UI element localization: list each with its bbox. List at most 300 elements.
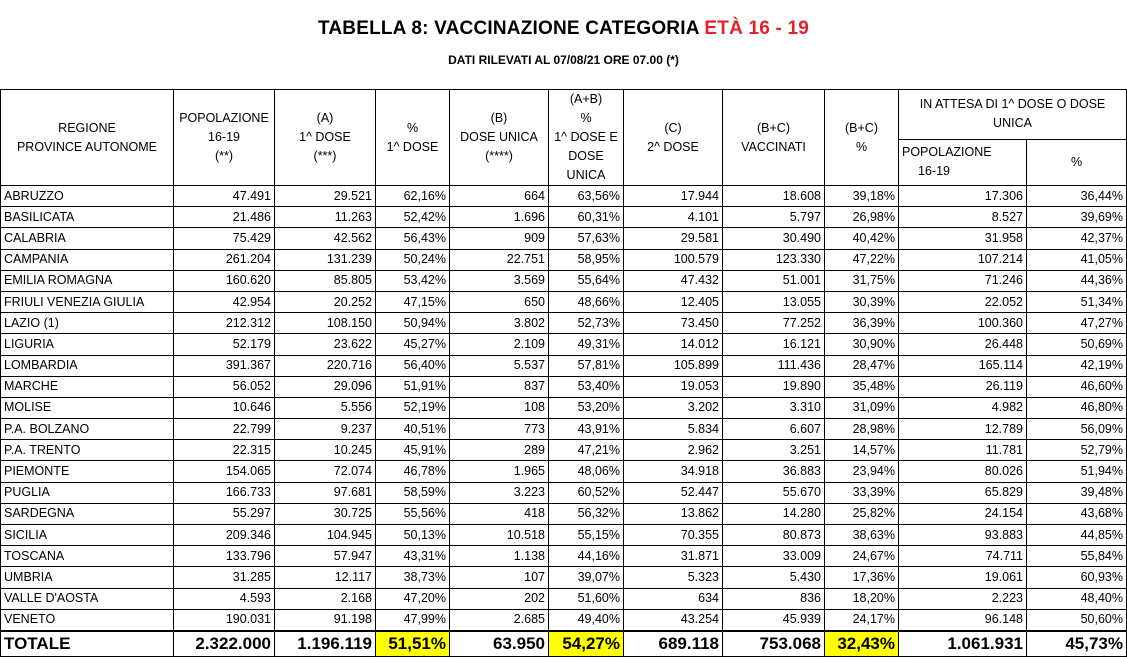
cell-vaccinati: 5.430 (723, 567, 825, 588)
cell-regione: TOSCANA (1, 546, 174, 567)
cell-pct-a-b: 39,07% (549, 567, 624, 588)
cell-pct-dose1: 38,73% (376, 567, 450, 588)
header-attesa-popolazione (899, 139, 1027, 185)
header-line: 2^ DOSE (647, 139, 699, 154)
cell-popolazione: 22.315 (174, 440, 275, 461)
header-line: (B) (490, 111, 508, 125)
table-row (1, 525, 1127, 546)
cell-popolazione: 391.367 (174, 355, 275, 376)
cell-dose2: 14.012 (624, 334, 723, 355)
cell-pct-dose1: 58,59% (376, 482, 450, 503)
table-row (1, 334, 1127, 355)
cell-regione: VENETO (1, 609, 174, 631)
title-main: TABELLA 8: VACCINAZIONE CATEGORIA (317, 18, 705, 39)
cell-dose2: 73.450 (624, 313, 723, 334)
cell-pct-a-b: 47,21% (549, 440, 624, 461)
cell-pct-dose1: 55,56% (376, 503, 450, 524)
cell-dose1: 97.681 (275, 482, 376, 503)
cell-dose2: 52.447 (624, 482, 723, 503)
cell-dose2: 31.871 (624, 546, 723, 567)
cell-pct-dose1: 62,16% (376, 186, 450, 207)
cell-dose2: 105.899 (624, 355, 723, 376)
cell-dose-unica: 22.751 (450, 249, 549, 270)
cell-dose-unica: 3.223 (450, 482, 549, 503)
total-pct-vaccinati: 32,43% (825, 631, 899, 657)
table-row (1, 207, 1127, 228)
header-dose-unica (450, 90, 549, 186)
cell-pct-vaccinati: 31,09% (825, 397, 899, 418)
cell-attesa-pct: 48,40% (1027, 588, 1127, 609)
total-attesa-popolazione: 1.061.931 (899, 631, 1027, 657)
cell-pct-a-b: 48,06% (549, 461, 624, 482)
cell-attesa-popolazione: 17.306 (899, 186, 1027, 207)
header-line: DOSE UNICA (460, 130, 538, 144)
cell-dose-unica: 2.109 (450, 334, 549, 355)
cell-dose2: 17.944 (624, 186, 723, 207)
cell-pct-a-b: 55,15% (549, 525, 624, 546)
cell-dose2: 19.053 (624, 376, 723, 397)
table-row (1, 567, 1127, 588)
cell-pct-vaccinati: 28,98% (825, 419, 899, 440)
cell-pct-vaccinati: 35,48% (825, 376, 899, 397)
cell-pct-a-b: 44,16% (549, 546, 624, 567)
cell-vaccinati: 55.670 (723, 482, 825, 503)
cell-attesa-popolazione: 4.982 (899, 397, 1027, 418)
cell-dose-unica: 1.965 (450, 461, 549, 482)
cell-vaccinati: 36.883 (723, 461, 825, 482)
table-row (1, 440, 1127, 461)
cell-pct-vaccinati: 26,98% (825, 207, 899, 228)
cell-attesa-pct: 50,69% (1027, 334, 1127, 355)
cell-dose-unica: 289 (450, 440, 549, 461)
header-line: POPOLAZIONE (179, 111, 269, 125)
cell-dose2: 70.355 (624, 525, 723, 546)
table-row (1, 249, 1127, 270)
cell-attesa-pct: 46,80% (1027, 397, 1127, 418)
cell-attesa-pct: 41,05% (1027, 249, 1127, 270)
cell-dose-unica: 1.696 (450, 207, 549, 228)
cell-vaccinati: 111.436 (723, 355, 825, 376)
cell-dose2: 13.862 (624, 503, 723, 524)
cell-popolazione: 47.491 (174, 186, 275, 207)
header-vaccinati (723, 90, 825, 186)
cell-vaccinati: 30.490 (723, 228, 825, 249)
cell-regione: PUGLIA (1, 482, 174, 503)
table-row (1, 419, 1127, 440)
cell-pct-vaccinati: 31,75% (825, 270, 899, 291)
cell-pct-vaccinati: 47,22% (825, 249, 899, 270)
cell-pct-a-b: 53,20% (549, 397, 624, 418)
total-dose1: 1.196.119 (275, 631, 376, 657)
total-regione: TOTALE (1, 631, 174, 657)
cell-attesa-pct: 43,68% (1027, 503, 1127, 524)
title-highlight: ETÀ 16 - 19 (704, 18, 810, 39)
cell-pct-a-b: 55,64% (549, 270, 624, 291)
table-row (1, 588, 1127, 609)
cell-pct-dose1: 56,43% (376, 228, 450, 249)
header-dose2 (624, 90, 723, 186)
cell-pct-vaccinati: 40,42% (825, 228, 899, 249)
cell-attesa-pct: 50,60% (1027, 609, 1127, 631)
cell-dose-unica: 664 (450, 186, 549, 207)
cell-popolazione: 190.031 (174, 609, 275, 631)
header-line: POPOLAZIONE (902, 145, 992, 160)
cell-dose1: 9.237 (275, 419, 376, 440)
table-row (1, 461, 1127, 482)
cell-vaccinati: 3.251 (723, 440, 825, 461)
cell-attesa-pct: 36,44% (1027, 186, 1127, 207)
cell-pct-a-b: 49,40% (549, 609, 624, 631)
cell-attesa-pct: 42,19% (1027, 355, 1127, 376)
cell-dose-unica: 5.537 (450, 355, 549, 376)
cell-pct-vaccinati: 33,39% (825, 482, 899, 503)
cell-dose1: 11.263 (275, 207, 376, 228)
page-subtitle: DATI RILEVATI AL 07/08/21 ORE 07.00 (*) (448, 53, 679, 67)
cell-regione: P.A. TRENTO (1, 440, 174, 461)
cell-pct-dose1: 47,15% (376, 291, 450, 312)
cell-popolazione: 154.065 (174, 461, 275, 482)
cell-vaccinati: 51.001 (723, 270, 825, 291)
header-attesa-pct: % (1027, 139, 1127, 185)
cell-popolazione: 56.052 (174, 376, 275, 397)
cell-regione: PIEMONTE (1, 461, 174, 482)
cell-vaccinati: 80.873 (723, 525, 825, 546)
cell-pct-a-b: 57,81% (549, 355, 624, 376)
cell-attesa-pct: 51,94% (1027, 461, 1127, 482)
table-row (1, 609, 1127, 631)
cell-attesa-popolazione: 165.114 (899, 355, 1027, 376)
table-row (1, 397, 1127, 418)
cell-vaccinati: 33.009 (723, 546, 825, 567)
header-line: (B+C) (757, 120, 790, 135)
cell-attesa-pct: 46,60% (1027, 376, 1127, 397)
cell-pct-dose1: 51,91% (376, 376, 450, 397)
cell-regione: BASILICATA (1, 207, 174, 228)
cell-attesa-popolazione: 74.711 (899, 546, 1027, 567)
cell-dose2: 4.101 (624, 207, 723, 228)
cell-dose1: 5.556 (275, 397, 376, 418)
cell-attesa-pct: 39,69% (1027, 207, 1127, 228)
cell-pct-a-b: 51,60% (549, 588, 624, 609)
cell-dose2: 634 (624, 588, 723, 609)
cell-attesa-popolazione: 31.958 (899, 228, 1027, 249)
cell-pct-vaccinati: 30,39% (825, 291, 899, 312)
cell-dose-unica: 3.802 (450, 313, 549, 334)
cell-vaccinati: 45.939 (723, 609, 825, 631)
cell-dose2: 5.323 (624, 567, 723, 588)
cell-dose-unica: 650 (450, 291, 549, 312)
cell-pct-vaccinati: 38,63% (825, 525, 899, 546)
table-row (1, 376, 1127, 397)
cell-dose-unica: 418 (450, 503, 549, 524)
cell-dose-unica: 2.685 (450, 609, 549, 631)
cell-dose1: 2.168 (275, 588, 376, 609)
cell-attesa-pct: 47,27% (1027, 313, 1127, 334)
cell-pct-dose1: 50,94% (376, 313, 450, 334)
cell-pct-dose1: 46,78% (376, 461, 450, 482)
cell-pct-dose1: 43,31% (376, 546, 450, 567)
header-line: (C) (664, 120, 682, 135)
header-attesa: IN ATTESA DI 1^ DOSE O DOSE UNICA (899, 90, 1127, 140)
table-body (1, 186, 1127, 657)
cell-attesa-popolazione: 26.448 (899, 334, 1027, 355)
cell-dose-unica: 202 (450, 588, 549, 609)
cell-dose-unica: 108 (450, 397, 549, 418)
header-pct-vaccinati (825, 90, 899, 186)
total-popolazione: 2.322.000 (174, 631, 275, 657)
cell-pct-vaccinati: 25,82% (825, 503, 899, 524)
cell-vaccinati: 6.607 (723, 419, 825, 440)
vaccination-table (0, 89, 1127, 657)
cell-regione: MARCHE (1, 376, 174, 397)
cell-pct-a-b: 60,31% (549, 207, 624, 228)
table-row (1, 313, 1127, 334)
cell-vaccinati: 5.797 (723, 207, 825, 228)
cell-vaccinati: 19.890 (723, 376, 825, 397)
cell-dose1: 42.562 (275, 228, 376, 249)
cell-popolazione: 4.593 (174, 588, 275, 609)
cell-attesa-popolazione: 2.223 (899, 588, 1027, 609)
cell-dose2: 100.579 (624, 249, 723, 270)
cell-regione: VALLE D'AOSTA (1, 588, 174, 609)
cell-dose2: 43.254 (624, 609, 723, 631)
cell-dose1: 108.150 (275, 313, 376, 334)
cell-attesa-pct: 44,85% (1027, 525, 1127, 546)
cell-pct-dose1: 52,42% (376, 207, 450, 228)
cell-attesa-popolazione: 80.026 (899, 461, 1027, 482)
cell-regione: LOMBARDIA (1, 355, 174, 376)
header-line: PROVINCE AUTONOME (16, 139, 158, 154)
cell-dose-unica: 107 (450, 567, 549, 588)
cell-regione: SARDEGNA (1, 503, 174, 524)
cell-popolazione: 22.799 (174, 419, 275, 440)
cell-dose1: 30.725 (275, 503, 376, 524)
total-pct-a-b: 54,27% (549, 631, 624, 657)
cell-attesa-pct: 51,34% (1027, 291, 1127, 312)
header-pct-a-b (549, 90, 624, 186)
cell-dose2: 47.432 (624, 270, 723, 291)
total-row (1, 631, 1127, 657)
header-line: (B+C) (845, 120, 878, 135)
header-line: 1^ DOSE (386, 139, 439, 154)
cell-dose1: 220.716 (275, 355, 376, 376)
cell-dose2: 3.202 (624, 397, 723, 418)
cell-vaccinati: 836 (723, 588, 825, 609)
header-line: % (580, 111, 592, 125)
cell-vaccinati: 77.252 (723, 313, 825, 334)
cell-dose-unica: 3.569 (450, 270, 549, 291)
cell-pct-a-b: 48,66% (549, 291, 624, 312)
cell-dose2: 5.834 (624, 419, 723, 440)
cell-attesa-popolazione: 11.781 (899, 440, 1027, 461)
cell-pct-a-b: 56,32% (549, 503, 624, 524)
cell-vaccinati: 13.055 (723, 291, 825, 312)
cell-pct-vaccinati: 18,20% (825, 588, 899, 609)
header-line: (**) (214, 149, 234, 163)
total-dose-unica: 63.950 (450, 631, 549, 657)
header-line: (****) (485, 149, 513, 163)
header-regione (1, 90, 174, 186)
cell-regione: EMILIA ROMAGNA (1, 270, 174, 291)
cell-pct-a-b: 49,31% (549, 334, 624, 355)
cell-attesa-popolazione: 107.214 (899, 249, 1027, 270)
table-row (1, 270, 1127, 291)
header-line: (***) (313, 149, 337, 163)
cell-pct-vaccinati: 24,17% (825, 609, 899, 631)
page-title (0, 18, 1127, 40)
cell-dose1: 29.096 (275, 376, 376, 397)
cell-popolazione: 31.285 (174, 567, 275, 588)
cell-vaccinati: 3.310 (723, 397, 825, 418)
table-row (1, 291, 1127, 312)
cell-popolazione: 21.486 (174, 207, 275, 228)
cell-dose2: 29.581 (624, 228, 723, 249)
table-row (1, 355, 1127, 376)
cell-dose2: 34.918 (624, 461, 723, 482)
cell-attesa-pct: 60,93% (1027, 567, 1127, 588)
cell-dose1: 20.252 (275, 291, 376, 312)
header-line: (A+B) (569, 92, 603, 106)
cell-vaccinati: 123.330 (723, 249, 825, 270)
cell-pct-dose1: 52,19% (376, 397, 450, 418)
cell-dose2: 2.962 (624, 440, 723, 461)
header-line: 1^ DOSE E (554, 130, 618, 144)
cell-dose-unica: 1.138 (450, 546, 549, 567)
cell-dose1: 72.074 (275, 461, 376, 482)
cell-pct-a-b: 57,63% (549, 228, 624, 249)
cell-attesa-pct: 44,36% (1027, 270, 1127, 291)
cell-dose-unica: 10.518 (450, 525, 549, 546)
table-row (1, 228, 1127, 249)
cell-dose1: 85.805 (275, 270, 376, 291)
cell-pct-a-b: 63,56% (549, 186, 624, 207)
cell-regione: CALABRIA (1, 228, 174, 249)
cell-regione: CAMPANIA (1, 249, 174, 270)
cell-regione: MOLISE (1, 397, 174, 418)
total-attesa-pct: 45,73% (1027, 631, 1127, 657)
cell-popolazione: 55.297 (174, 503, 275, 524)
total-pct-dose1: 51,51% (376, 631, 450, 657)
cell-popolazione: 52.179 (174, 334, 275, 355)
cell-regione: P.A. BOLZANO (1, 419, 174, 440)
cell-pct-dose1: 50,13% (376, 525, 450, 546)
cell-pct-vaccinati: 14,57% (825, 440, 899, 461)
cell-dose-unica: 909 (450, 228, 549, 249)
table-row (1, 503, 1127, 524)
cell-pct-a-b: 52,73% (549, 313, 624, 334)
total-vaccinati: 753.068 (723, 631, 825, 657)
cell-dose1: 10.245 (275, 440, 376, 461)
cell-vaccinati: 18.608 (723, 186, 825, 207)
cell-pct-vaccinati: 36,39% (825, 313, 899, 334)
header-line: % (406, 120, 419, 135)
header-dose1 (275, 90, 376, 186)
cell-pct-a-b: 60,52% (549, 482, 624, 503)
cell-pct-dose1: 40,51% (376, 419, 450, 440)
cell-attesa-pct: 56,09% (1027, 419, 1127, 440)
header-line: UNICA (566, 168, 606, 182)
table-row (1, 546, 1127, 567)
cell-pct-dose1: 45,91% (376, 440, 450, 461)
cell-attesa-pct: 52,79% (1027, 440, 1127, 461)
cell-popolazione: 166.733 (174, 482, 275, 503)
cell-attesa-popolazione: 100.360 (899, 313, 1027, 334)
header-line: VACCINATI (741, 139, 806, 154)
cell-popolazione: 261.204 (174, 249, 275, 270)
cell-dose-unica: 773 (450, 419, 549, 440)
cell-vaccinati: 16.121 (723, 334, 825, 355)
header-pct-dose1 (376, 90, 450, 186)
cell-attesa-popolazione: 96.148 (899, 609, 1027, 631)
cell-dose-unica: 837 (450, 376, 549, 397)
cell-dose1: 131.239 (275, 249, 376, 270)
header-line: (A) (316, 111, 334, 125)
cell-popolazione: 160.620 (174, 270, 275, 291)
cell-pct-dose1: 47,20% (376, 588, 450, 609)
cell-attesa-popolazione: 24.154 (899, 503, 1027, 524)
cell-dose2: 12.405 (624, 291, 723, 312)
cell-attesa-popolazione: 93.883 (899, 525, 1027, 546)
cell-pct-vaccinati: 28,47% (825, 355, 899, 376)
header-line: REGIONE (58, 120, 116, 135)
cell-regione: SICILIA (1, 525, 174, 546)
cell-dose1: 57.947 (275, 546, 376, 567)
cell-regione: UMBRIA (1, 567, 174, 588)
cell-pct-dose1: 45,27% (376, 334, 450, 355)
header-popolazione (174, 90, 275, 186)
cell-attesa-popolazione: 26.119 (899, 376, 1027, 397)
cell-pct-vaccinati: 17,36% (825, 567, 899, 588)
cell-attesa-popolazione: 71.246 (899, 270, 1027, 291)
cell-pct-dose1: 53,42% (376, 270, 450, 291)
cell-attesa-popolazione: 12.789 (899, 419, 1027, 440)
header-line: % (855, 139, 868, 154)
cell-pct-vaccinati: 24,67% (825, 546, 899, 567)
cell-attesa-pct: 55,84% (1027, 546, 1127, 567)
cell-attesa-popolazione: 22.052 (899, 291, 1027, 312)
header-line: DOSE (568, 149, 604, 163)
cell-pct-dose1: 56,40% (376, 355, 450, 376)
cell-popolazione: 133.796 (174, 546, 275, 567)
cell-popolazione: 212.312 (174, 313, 275, 334)
cell-pct-vaccinati: 23,94% (825, 461, 899, 482)
total-dose2: 689.118 (624, 631, 723, 657)
header-line: 16-19 (918, 164, 950, 179)
cell-regione: ABRUZZO (1, 186, 174, 207)
cell-pct-vaccinati: 39,18% (825, 186, 899, 207)
cell-popolazione: 209.346 (174, 525, 275, 546)
cell-attesa-pct: 39,48% (1027, 482, 1127, 503)
cell-attesa-popolazione: 8.527 (899, 207, 1027, 228)
cell-popolazione: 75.429 (174, 228, 275, 249)
cell-dose1: 104.945 (275, 525, 376, 546)
header-line: 16-19 (208, 130, 240, 144)
cell-attesa-pct: 42,37% (1027, 228, 1127, 249)
cell-regione: LAZIO (1) (1, 313, 174, 334)
cell-attesa-popolazione: 19.061 (899, 567, 1027, 588)
table-row (1, 482, 1127, 503)
cell-dose1: 29.521 (275, 186, 376, 207)
cell-pct-a-b: 43,91% (549, 419, 624, 440)
cell-regione: LIGURIA (1, 334, 174, 355)
cell-popolazione: 10.646 (174, 397, 275, 418)
cell-dose1: 23.622 (275, 334, 376, 355)
cell-pct-dose1: 50,24% (376, 249, 450, 270)
header-line: 1^ DOSE (299, 130, 351, 144)
cell-regione: FRIULI VENEZIA GIULIA (1, 291, 174, 312)
cell-attesa-popolazione: 65.829 (899, 482, 1027, 503)
cell-pct-vaccinati: 30,90% (825, 334, 899, 355)
